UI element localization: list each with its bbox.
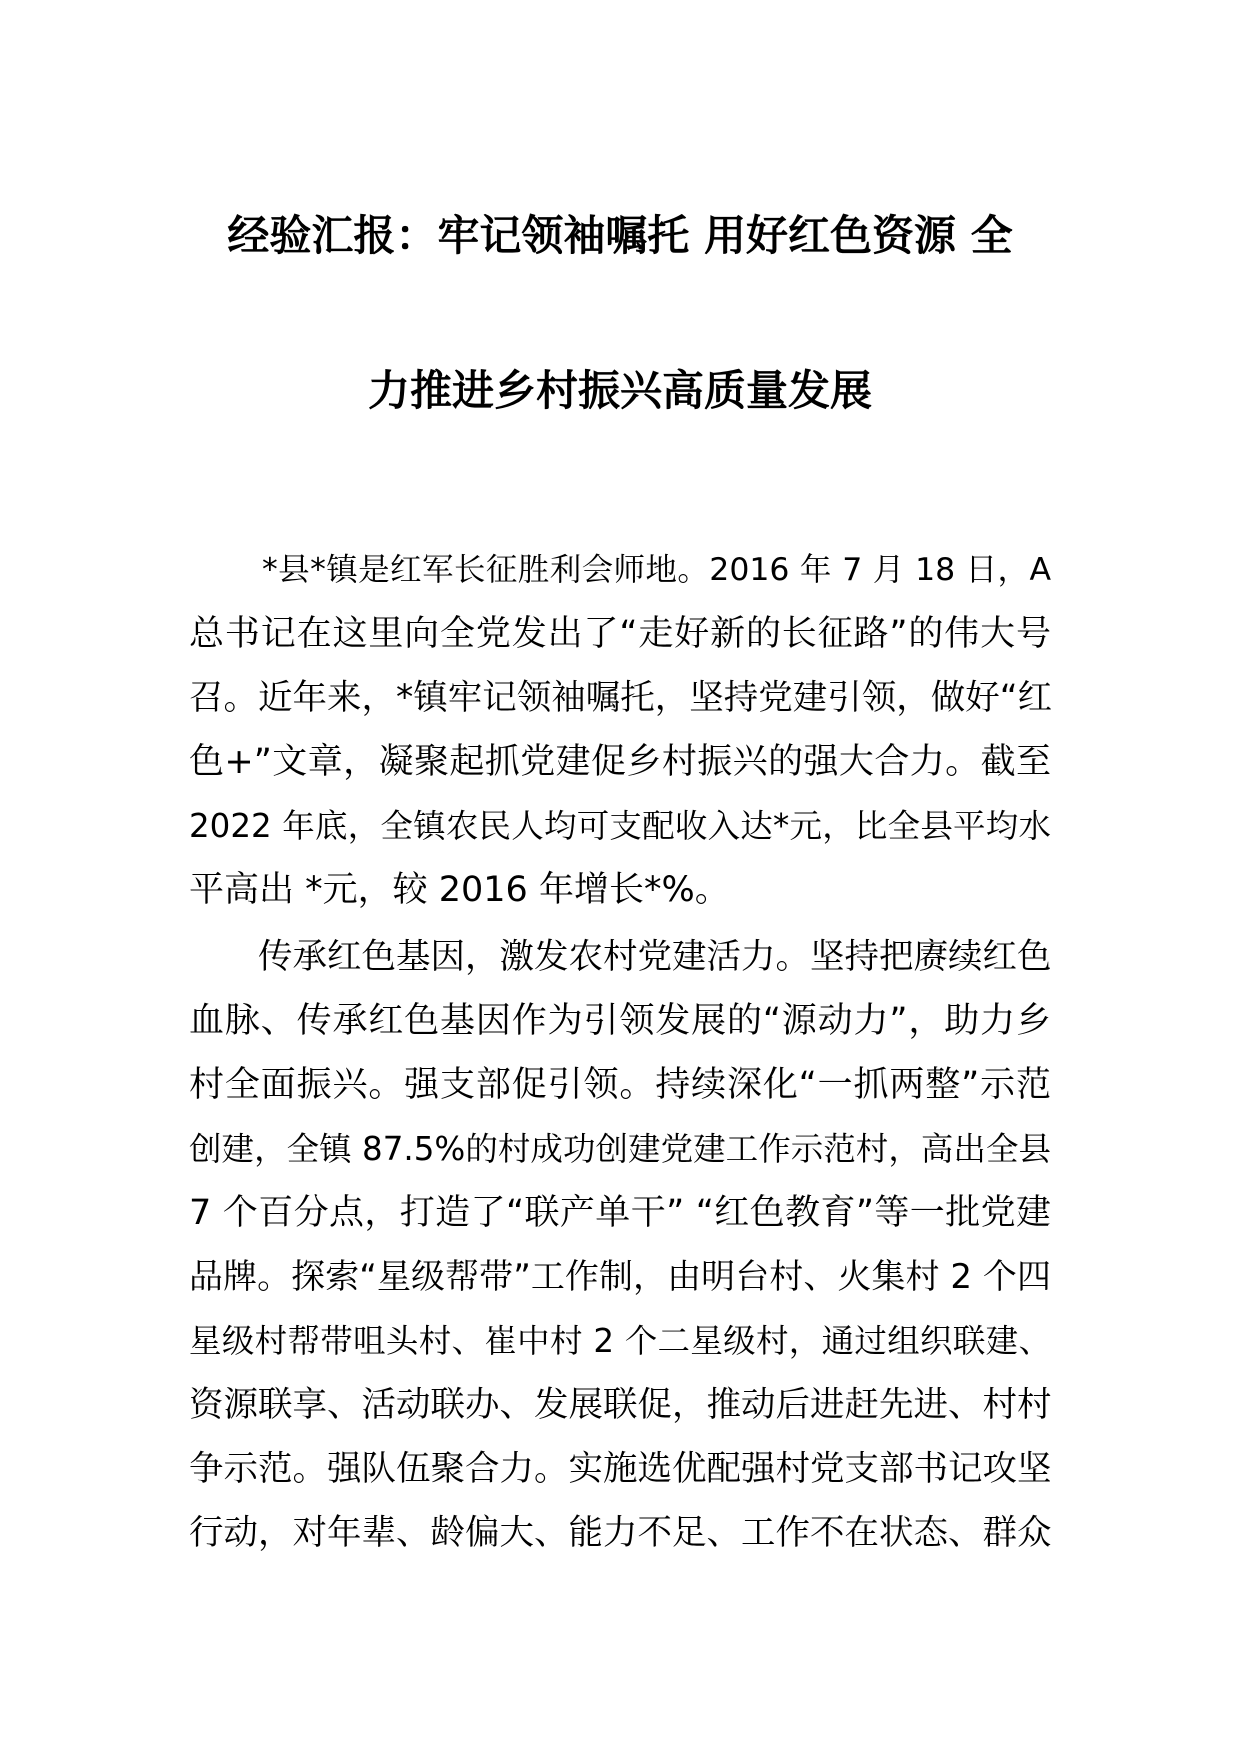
paragraph-2-line-1: 传承红色基因，激发农村党建活力。坚持把赓续红色 — [258, 937, 1052, 977]
paragraph-2-line-7: 星级村帮带咀头村、崔中村 2 个二星级村，通过组织联建、 — [189, 1322, 1051, 1360]
paragraph-1-line-5: 2022 年底，全镇农民人均可支配收入达*元，比全县平均水 — [189, 807, 1051, 845]
paragraph-1-line-1: *县*镇是红军长征胜利会师地。2016 年 7 月 18 日，A — [262, 552, 1051, 588]
paragraph-2-line-9: 争示范。强队伍聚合力。实施选优配强村党支部书记攻坚 — [189, 1449, 1052, 1489]
paragraph-1-line-4: 色+”文章，凝聚起抓党建促乡村振兴的强大合力。截至 — [189, 742, 1051, 782]
paragraph-2-line-8: 资源联享、活动联办、发展联促，推动后进赶先进、村村 — [189, 1385, 1052, 1425]
paragraph-1-line-2: 总书记在这里向全党发出了“走好新的长征路”的伟大号 — [189, 614, 1051, 654]
document-title-line-1: 经验汇报：牢记领袖嘱托 用好红色资源 全 — [227, 211, 1013, 260]
paragraph-2-line-4: 创建，全镇 87.5%的村成功创建党建工作示范村，高出全县 — [189, 1130, 1051, 1168]
document-title-line-2: 力推进乡村振兴高质量发展 — [367, 366, 872, 415]
paragraph-1-line-6: 平高出 *元，较 2016 年增长*%。 — [189, 870, 730, 910]
paragraph-2-line-2: 血脉、传承红色基因作为引领发展的“源动力”，助力乡 — [189, 1001, 1051, 1041]
paragraph-1-line-3: 召。近年来，*镇牢记领袖嘱托，坚持党建引领，做好“红 — [189, 678, 1053, 718]
paragraph-2-line-10: 行动，对年辈、龄偏大、能力不足、工作不在状态、群众 — [189, 1513, 1052, 1553]
paragraph-2-line-5: 7 个百分点，打造了“联产单干” “红色教育”等一批党建 — [189, 1193, 1051, 1233]
paragraph-2-line-6: 品牌。探索“星级帮带”工作制，由明台村、火集村 2 个四 — [189, 1257, 1051, 1297]
paragraph-2-line-3: 村全面振兴。强支部促引领。持续深化“一抓两整”示范 — [189, 1065, 1051, 1105]
